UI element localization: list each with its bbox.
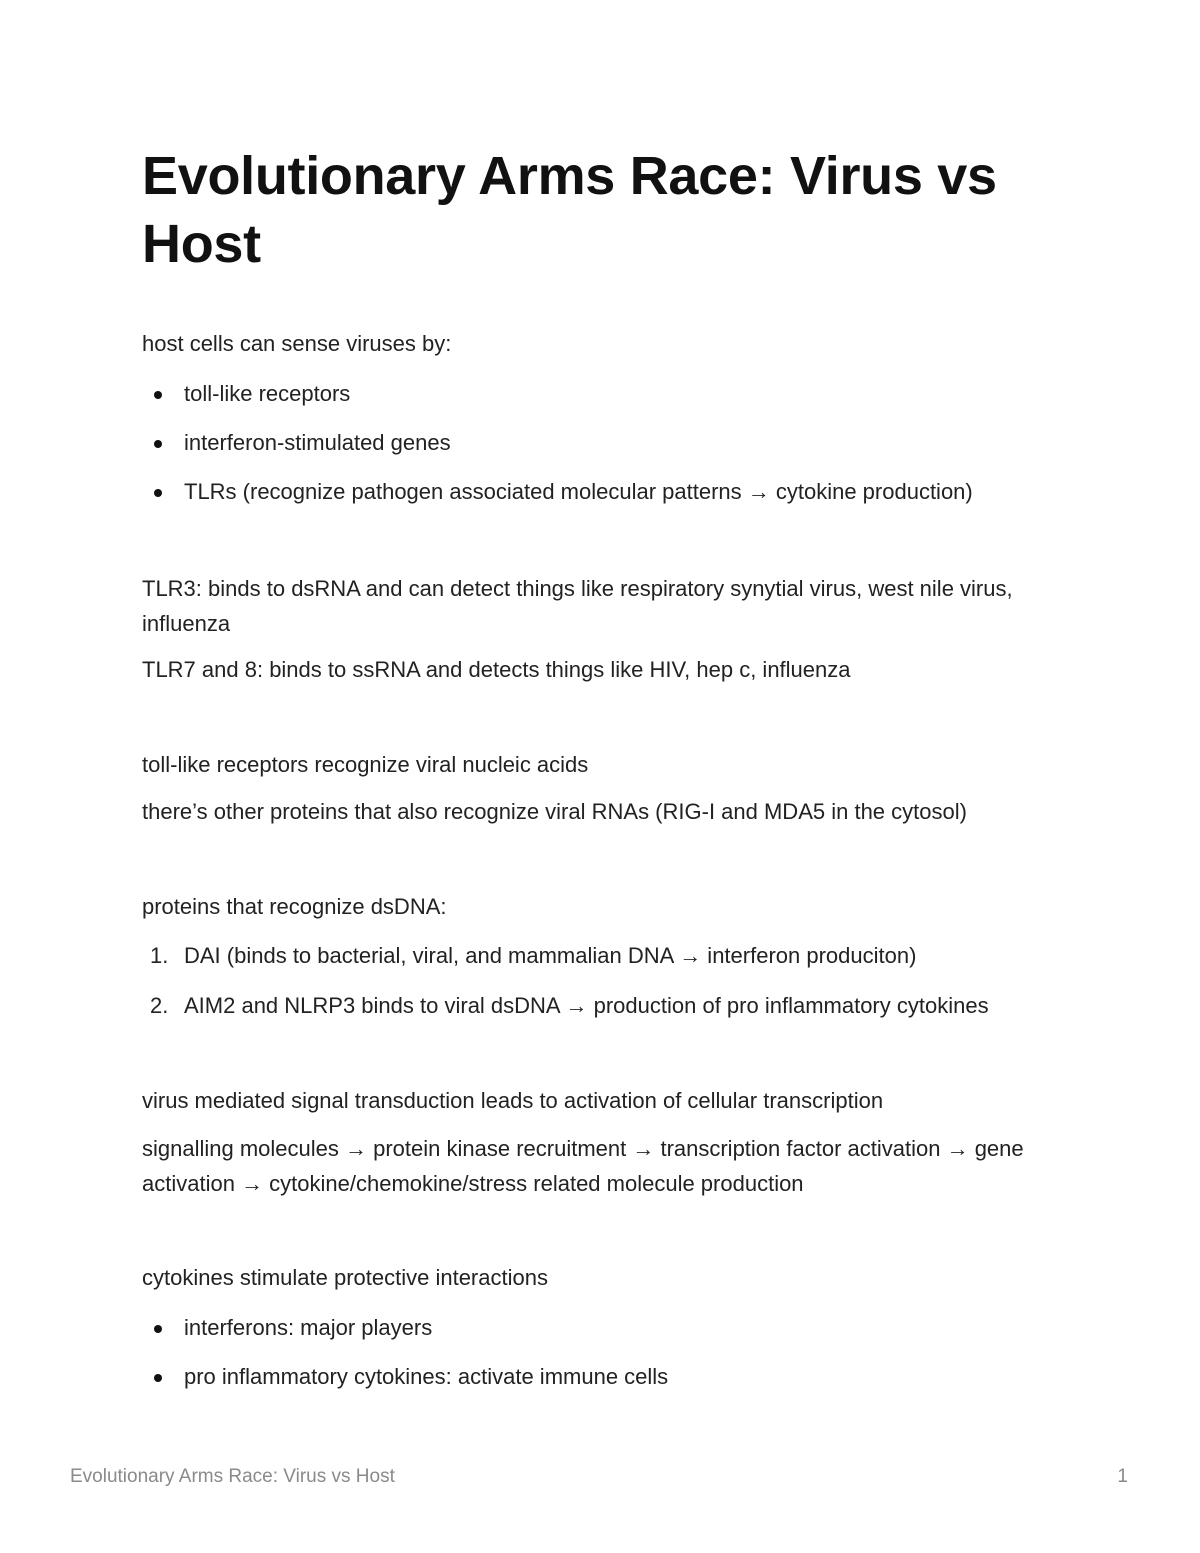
- list-item-text: AIM2 and NLRP3 binds to viral dsDNA → production of pro inflammatory cytokines: [184, 993, 989, 1018]
- tlr78-paragraph: TLR7 and 8: binds to ssRNA and detects things like HIV, hep c, influenza: [142, 657, 851, 682]
- list-number: 2.: [150, 993, 169, 1018]
- page-title: Evolutionary Arms Race: Virus vs Host: [142, 146, 997, 274]
- footer-title: Evolutionary Arms Race: Virus vs Host: [70, 1466, 395, 1487]
- list-item-text: DAI (binds to bacterial, viral, and mammalian DNA → interferon produciton): [184, 943, 917, 968]
- cytokines-intro: cytokines stimulate protective interactions: [142, 1265, 548, 1290]
- list-number: 1.: [150, 943, 169, 968]
- recognition-line-1: toll-like receptors recognize viral nucleic acids: [142, 752, 589, 777]
- recognition-line-2: there’s other proteins that also recognize viral RNAs (RIG-I and MDA5 in the cytosol): [142, 799, 967, 824]
- page-number: 1: [1117, 1466, 1128, 1487]
- list-item-text: toll-like receptors: [184, 381, 351, 406]
- tlr3-paragraph: TLR3: binds to dsRNA and can detect things like respiratory synytial virus, west nile virus, influenza: [142, 576, 1013, 636]
- bullet-icon: [154, 1325, 162, 1333]
- bullet-icon: [154, 391, 162, 399]
- list-item-text: TLRs (recognize pathogen associated molecular patterns → cytokine production): [184, 479, 973, 504]
- list-item-text: interferons: major players: [184, 1315, 433, 1340]
- signal-line-2: signalling molecules → protein kinase recruitment → transcription factor activation → gene activation → cytokine/chemokine/stress related molecule production: [142, 1136, 1024, 1196]
- bullet-icon: [154, 1374, 162, 1382]
- bullet-icon: [154, 489, 162, 497]
- sensing-intro: host cells can sense viruses by:: [142, 331, 452, 356]
- signal-line-1: virus mediated signal transduction leads to activation of cellular transcription: [142, 1088, 884, 1113]
- dsdna-intro: proteins that recognize dsDNA:: [142, 894, 447, 919]
- bullet-icon: [154, 440, 162, 448]
- list-item-text: interferon-stimulated genes: [184, 430, 451, 455]
- list-item-text: pro inflammatory cytokines: activate immune cells: [184, 1364, 669, 1389]
